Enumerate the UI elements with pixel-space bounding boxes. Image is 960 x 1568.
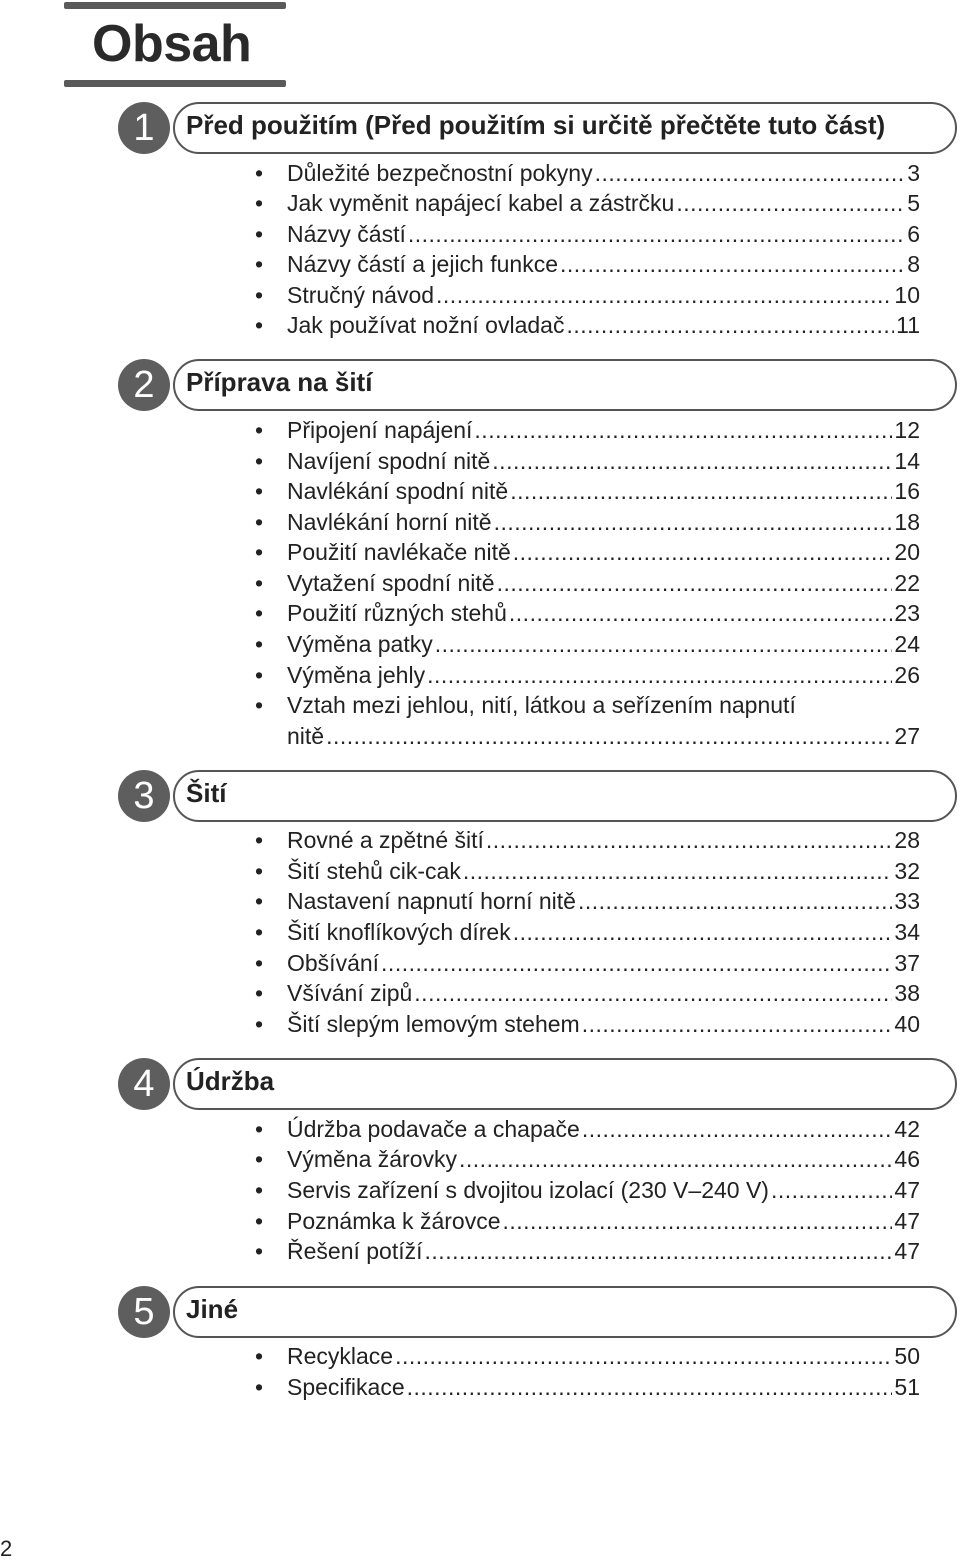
toc-entry[interactable] [252, 1175, 920, 1205]
dot-leader [560, 249, 905, 279]
title-rule-bottom [64, 80, 286, 87]
bullet-icon: • [254, 888, 264, 914]
chapter-title: Šití [186, 778, 227, 808]
entry-label: Všívání zipů [287, 980, 413, 1006]
entry-label: Šití knoflíkových dírek [287, 919, 511, 945]
chapter-title: Jiné [186, 1294, 239, 1324]
dot-leader [510, 476, 892, 506]
bullet-icon: • [254, 190, 264, 216]
dot-leader [414, 978, 892, 1008]
toc-entry[interactable] [252, 249, 920, 279]
entry-label: Připojení napájení [287, 417, 473, 443]
chapter-title-frame [173, 1058, 957, 1110]
page-title: Obsah [92, 15, 252, 73]
toc-entry[interactable] [252, 1341, 920, 1371]
entry-label: Výměna jehly [287, 662, 426, 688]
toc-entry[interactable] [252, 158, 920, 188]
dot-leader [395, 1341, 892, 1371]
entry-label-line1: Vztah mezi jehlou, nití, látkou a seřízením napnutí [287, 692, 796, 718]
dot-leader [771, 1175, 892, 1205]
bullet-icon: • [254, 1146, 264, 1172]
entry-label: Jak vyměnit napájecí kabel a zástrčku [287, 190, 675, 216]
entry-page: 27 [894, 723, 920, 749]
toc-entry[interactable] [252, 188, 920, 218]
dot-leader [427, 660, 892, 690]
entry-page: 14 [894, 448, 920, 474]
entry-label: Názvy částí [287, 221, 406, 247]
entry-label: Názvy částí a jejich funkce [287, 251, 559, 277]
dot-leader [459, 1144, 892, 1174]
dot-leader [407, 1372, 893, 1402]
dot-leader [463, 856, 893, 886]
bullet-icon: • [254, 692, 264, 718]
chapter-title: Před použitím (Před použitím si určitě přečtěte tuto část) [186, 110, 886, 140]
toc-entry[interactable] [252, 629, 920, 659]
entry-label: Navíjení spodní nitě [287, 448, 491, 474]
chapter-title: Údržba [186, 1066, 275, 1096]
bullet-icon: • [254, 919, 264, 945]
toc-entry[interactable] [252, 660, 920, 690]
bullet-icon: • [254, 539, 264, 565]
toc-entry[interactable] [252, 1236, 920, 1266]
bullet-icon: • [254, 251, 264, 277]
chapter-number-badge: 5 [118, 1286, 170, 1338]
dot-leader [578, 886, 892, 916]
entry-page: 42 [894, 1116, 920, 1142]
toc-entry[interactable] [252, 219, 920, 249]
bullet-icon: • [254, 858, 264, 884]
entry-page: 22 [894, 570, 920, 596]
entry-page: 20 [894, 539, 920, 565]
toc-entry[interactable] [252, 1372, 920, 1402]
bullet-icon: • [254, 827, 264, 853]
toc-entry[interactable] [252, 446, 920, 476]
entry-page: 12 [894, 417, 920, 443]
toc-entry[interactable] [252, 1114, 920, 1144]
dot-leader [582, 1114, 893, 1144]
entry-label: Řešení potíží [287, 1238, 423, 1264]
dot-leader [676, 188, 905, 218]
toc-entry[interactable] [252, 886, 920, 916]
bullet-icon: • [254, 1208, 264, 1234]
entry-page: 18 [894, 509, 920, 535]
dot-leader [513, 917, 893, 947]
entry-label: Důležité bezpečnostní pokyny [287, 160, 593, 186]
toc-entry[interactable] [252, 825, 920, 855]
entry-page: 24 [894, 631, 920, 657]
dot-leader [408, 219, 905, 249]
bullet-icon: • [254, 1238, 264, 1264]
dot-leader [486, 825, 893, 855]
entry-label: Jak používat nožní ovladač [287, 312, 565, 338]
entry-label: Rovné a zpětné šití [287, 827, 484, 853]
entry-label: Šití slepým lemovým stehem [287, 1011, 580, 1037]
chapter-number-badge: 3 [118, 770, 170, 822]
entry-page: 3 [907, 160, 920, 186]
toc-entry[interactable] [252, 1009, 920, 1039]
dot-leader [582, 1009, 893, 1039]
entry-page: 26 [894, 662, 920, 688]
dot-leader [435, 629, 893, 659]
entry-label: Stručný návod [287, 282, 435, 308]
bullet-icon: • [254, 448, 264, 474]
entry-page: 47 [894, 1208, 920, 1234]
entry-label: Navlékání spodní nitě [287, 478, 509, 504]
bullet-icon: • [254, 950, 264, 976]
entry-page: 10 [894, 282, 920, 308]
dot-leader [474, 415, 892, 445]
dot-leader [326, 721, 892, 751]
entry-page: 8 [907, 251, 920, 277]
entry-label: Údržba podavače a chapače [287, 1116, 580, 1142]
toc-entry[interactable] [252, 917, 920, 947]
bullet-icon: • [254, 509, 264, 535]
bullet-icon: • [254, 1343, 264, 1369]
page-number: 2 [0, 1536, 13, 1561]
entry-page: 47 [894, 1177, 920, 1203]
toc-entry[interactable] [252, 415, 920, 445]
entry-page: 23 [894, 600, 920, 626]
dot-leader [513, 537, 893, 567]
entry-page: 11 [896, 312, 920, 338]
toc-entry[interactable] [252, 598, 920, 628]
bullet-icon: • [254, 417, 264, 443]
entry-label: nitě [287, 723, 325, 749]
chapter-number-badge: 1 [118, 102, 170, 154]
entry-label: Nastavení napnutí horní nitě [287, 888, 576, 914]
toc-entry[interactable] [252, 690, 920, 752]
bullet-icon: • [254, 221, 264, 247]
entry-page: 51 [894, 1374, 920, 1400]
dot-leader [502, 1206, 892, 1236]
dot-leader [492, 446, 892, 476]
bullet-icon: • [254, 282, 264, 308]
bullet-icon: • [254, 1116, 264, 1142]
entry-page: 50 [894, 1343, 920, 1369]
entry-label: Výměna patky [287, 631, 433, 657]
bullet-icon: • [254, 1374, 264, 1400]
toc-entry[interactable] [252, 568, 920, 598]
chapter-title-frame [173, 1286, 957, 1338]
entry-page: 28 [894, 827, 920, 853]
bullet-icon: • [254, 570, 264, 596]
entry-label: Recyklace [287, 1343, 394, 1369]
entry-label: Výměna žárovky [287, 1146, 458, 1172]
dot-leader [436, 280, 892, 310]
chapter-title: Příprava na šití [186, 367, 373, 397]
entry-label: Servis zařízení s dvojitou izolací (230 V–240 V) [287, 1177, 769, 1203]
entry-label: Použití různých stehů [287, 600, 507, 626]
entry-page: 16 [894, 478, 920, 504]
entry-page: 33 [894, 888, 920, 914]
chapter-title-frame [173, 770, 957, 822]
dot-leader [595, 158, 906, 188]
dot-leader [566, 310, 894, 340]
entry-label: Navlékání horní nitě [287, 509, 492, 535]
entry-page: 40 [894, 1011, 920, 1037]
entry-label: Šití stehů cik-cak [287, 858, 461, 884]
toc-entry[interactable] [252, 948, 920, 978]
dot-leader [494, 507, 893, 537]
toc-entry[interactable] [252, 856, 920, 886]
toc-entry[interactable] [252, 978, 920, 1008]
toc-entry[interactable] [252, 476, 920, 506]
entry-page: 37 [894, 950, 920, 976]
entry-page: 34 [894, 919, 920, 945]
bullet-icon: • [254, 478, 264, 504]
entry-page: 5 [907, 190, 920, 216]
entry-page: 47 [894, 1238, 920, 1264]
dot-leader [381, 948, 892, 978]
entry-page: 32 [894, 858, 920, 884]
entry-label: Specifikace [287, 1374, 405, 1400]
title-rule-top [64, 2, 286, 9]
entry-label: Poznámka k žárovce [287, 1208, 501, 1234]
chapter-number-badge: 2 [118, 359, 170, 411]
bullet-icon: • [254, 1011, 264, 1037]
toc-entry[interactable] [252, 280, 920, 310]
bullet-icon: • [254, 662, 264, 688]
entry-label: Použití navlékače nitě [287, 539, 511, 565]
bullet-icon: • [254, 1177, 264, 1203]
entry-page: 6 [907, 221, 920, 247]
bullet-icon: • [254, 631, 264, 657]
bullet-icon: • [254, 980, 264, 1006]
bullet-icon: • [254, 160, 264, 186]
entry-page: 38 [894, 980, 920, 1006]
dot-leader [509, 598, 893, 628]
toc-entry[interactable] [252, 1206, 920, 1236]
toc-entry[interactable] [252, 537, 920, 567]
toc-entry[interactable] [252, 1144, 920, 1174]
entry-label: Vytažení spodní nitě [287, 570, 495, 596]
entry-label: Obšívání [287, 950, 380, 976]
toc-entry[interactable] [252, 507, 920, 537]
bullet-icon: • [254, 312, 264, 338]
entry-page: 46 [894, 1146, 920, 1172]
dot-leader [425, 1236, 893, 1266]
toc-entry[interactable] [252, 310, 920, 340]
dot-leader [497, 568, 893, 598]
bullet-icon: • [254, 600, 264, 626]
chapter-number-badge: 4 [118, 1058, 170, 1110]
